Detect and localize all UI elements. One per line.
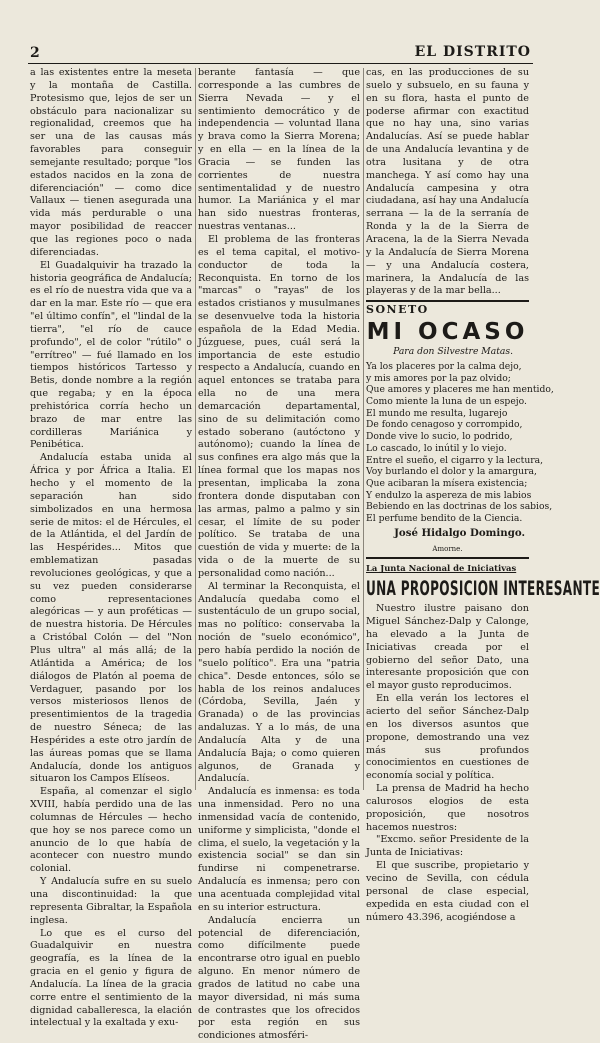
paragraph: La prensa de Madrid ha hecho calurosos elogios de esta proposición, que nosotros hacemos nuestros: [366, 783, 529, 833]
verse-line: Y endulzo la aspereza de mis labios [366, 489, 532, 501]
article-kicker: La Junta Nacional de Iniciativas [366, 563, 517, 574]
column-2 [198, 67, 360, 1042]
sonnet-place: Amorne. [432, 544, 463, 553]
paragraph: El Guadalquivir ha trazado la historia geográfica de Andalucía; es el río de nuestra vida que va a dar en la mar. Este río — que era "el último confín", el "lindal de la tierra", "el río de cauce profundo", el de color "rútilo" o "errítreo" — fué llamado en los tiempos históricos Tartesso y Betis, donde nombre a la región que regaba; y en la época prehistórica corría hecho un brazo de mar entre las cordilleras Mariánica y Penibética. [30, 259, 192, 451]
verse-line: Entre el sueño, el cigarro y la lectura, [366, 454, 544, 466]
verse-line: De fondo cenagoso y corrompido, [366, 419, 523, 431]
verse-line: Donde vive lo sucio, lo podrido, [366, 431, 513, 443]
paragraph: Andalucía encierra un potencial de diferenciación, como difícilmente puede encontrarse otro igual en pueblo alguno. En menor número de grados de latitud no cabe una mayor diversidad, ni más suma de contrastes que los ofrecidos por esta región en sus condiciones atmosféri- [198, 914, 360, 1042]
verse-line: Lo cascado, lo inútil y lo viejo. [366, 442, 507, 454]
verse-line: Ya los placeres por la calma dejo, [366, 360, 522, 372]
sonnet-title: MI OCASO [366, 319, 529, 346]
section-rule [366, 300, 529, 302]
header-rule [28, 63, 533, 64]
column-3 [366, 67, 600, 923]
section-rule [366, 557, 529, 559]
verse-line: Voy burlando el dolor y la amargura, [366, 466, 537, 478]
sonnet-kicker: SONETO [366, 303, 429, 317]
sonnet-dedication: Para don Silvestre Matas. [393, 346, 513, 358]
newspaper-title: EL DISTRITO [414, 44, 531, 60]
verse-line: El mundo me resulta, lugarejo [366, 407, 508, 419]
paragraph: Nuestro ilustre paisano don Miguel Sánchez-Dalp y Calonge, ha elevado a la Junta de Iniciativas creada por el gobierno del señor Dato, una interesante proposición que con el mayor gusto reproducimos. [366, 603, 529, 692]
paragraph: España, al comenzar el siglo XVIII, había perdido una de las columnas de Hércules — hecho que hoy se nos parece como un anuncio de lo que había de acontecer con nuestro mundo colonial. [30, 786, 192, 875]
column-divider [195, 68, 196, 790]
verse-line: Que amores y placeres me han mentido, [366, 384, 554, 396]
paragraph: berante fantasía — que corresponde a las cumbres de Sierra Nevada — y el sentimiento democrático y de independencia — voluntad llana y brava como la Sierra Morena; y en ella — en la línea de la Gracia — se funden las corrientes de nuestra sentimentalidad y de nuestro humor. La Mariánica y el mar han sido nuestras fronteras, nuestras ventanas... [198, 67, 360, 233]
verse-line: Como miente la luna de un espejo. [366, 395, 527, 407]
sonnet-author: José Hidalgo Domingo. [394, 526, 525, 539]
paragraph: "Excmo. señor Presidente de la Junta de Iniciativas: [366, 834, 529, 859]
verse-line: El perfume bendito de la Ciencia. [366, 513, 523, 525]
column-divider [363, 68, 364, 790]
paragraph: En ella verán los lectores el acierto del señor Sánchez-Dalp en los diversos asuntos que propone, demostrando una vez más sus profundos conocimientos en cuestiones de economía social y política. [366, 693, 529, 782]
column-1 [30, 67, 192, 1029]
paragraph: a las existentes entre la meseta y la montaña de Castilla. Protesismo que, lejos de ser un obstáculo para nacionalizar su regionalidad, creemos que ha ser una de las causas más favorables para conseguir semejante resultado; porque "los estados nacidos en la zona de diferenciación" — como dice Vallaux — tienen asegurada una vida más perdurable o una mayor posibilidad de reaccer que las regiones poco o nada diferenciadas. [30, 67, 192, 258]
paragraph: Y Andalucía sufre en su suelo una discontinuidad: la que representa Gibraltar, la Española inglesa. [30, 876, 192, 926]
paragraph: cas, en las producciones de su suelo y subsuelo, en su fauna y en su flora, hasta el punto de poderse afirmar con exactitud que no hay una, sino varias Andalucías. Así se puede hablar de una Andalucía levantina y de otra lusitana y de otra manchega. Y así como hay una Andalucía campesina y otra ciudadana, así hay una Andalucía serrana — la de la serranía de Ronda y la de la Sierra de Aracena, la de la Sierra Nevada y la Andalucía de Sierra Morena — y una Andalucía costera, marinera, la Andalucía de las playeras y de la mar bella... [366, 67, 529, 297]
article-headline: UNA PROPOSICION INTERESANTE [366, 577, 600, 601]
verse-line: Que acibaran la mísera existencia; [366, 477, 528, 489]
paragraph: Andalucía es inmensa: es toda una inmensidad. Pero no una inmensidad vacía de contenido, uniforme y simplicista, "donde el clima, el suelo, la vegetación y la existencia social" se dan sin fundirse ni compenetrarse. Andalucía es inmensa; pero con una acentuada complejidad vital en su interior estructura. [198, 786, 360, 913]
paragraph: Andalucía estaba unida al África y por África a Italia. El hecho y el momento de la separación han sido simbolizados en una hermosa serie de mitos: el de Hércules, el de la Atlántida, el del Jardín de las Hespérides... Mitos que emblematizan pasadas revoluciones geológicas, y que a su vez pueden considerarse como representaciones alegóricas — y aun proféticas — de nuestra historia. De Hércules a Cristóbal Colón — del "Non Plus ultra" al más allá; de la Atlántida a América; de los diálogos de Platón al poema de Verdaguer, pasando por los versos misteriosos llenos de presentimientos de la tragedia de nuestro Séneca; de las Hespérides a este otro jardín de las áureas pomas que se llama Andalucía, donde los antiguos situaron los Campos Elíseos. [30, 452, 192, 785]
paragraph: Al terminar la Reconquista, el Andalucía quedaba como el sustentáculo de un grupo social, mas no político: conservaba la noción de "suelo económico", pero había perdido la noción de "suelo político". Era una "patria chica". Desde entonces, sólo se habla de los reinos andaluces (Córdoba, Sevilla, Jaén y Granada) o de las provincias andaluzas. Y a lo más, de una Andalucía Alta y de una Andalucía Baja; o como quieren algunos, de Granada y Andalucía. [198, 580, 360, 785]
verse-line: y mis amores por la paz olvido; [366, 372, 511, 384]
paragraph: El que suscribe, propietario y vecino de Sevilla, con cédula personal de clase especial, expedida en esta ciudad con el número 43.396, acogiéndose a [366, 860, 529, 923]
page-number: 2 [30, 45, 40, 61]
verse-line: Bebiendo en las doctrinas de los sabios, [366, 501, 553, 513]
paragraph: El problema de las fronteras es el tema capital, el motivo-conductor de toda la Reconquista. En torno de los "marcas" o "rayas" de los estados cristianos y musulmanes se desenvuelve toda la historia española de la Edad Media. Júzguese, pues, cuál será la importancia de este estudio respecto a Andalucía, cuando en aquel entonces se trataba para ella no de una mera demarcación departamental, sino de su delimitación como estado soberano (autóctono y autónomo); cuando la línea de sus confines era algo más que la línea formal que los mapas nos presentan, implicaba la zona frontera donde disputaban con las armas, palmo a palmo y sin cesar, el límite de su poder político. Se trataba de una cuestión de vida y muerte: de la vida o de la muerte de su personalidad como nación... [198, 233, 360, 579]
paragraph: Lo que es el curso del Guadalquivir en nuestra geografía, es la línea de la gracia en el genio y figura de Andalucía. La línea de la gracia corre entre el sentimiento de la dignidad caballeresca, la elación intelectual y la exaltada y exu- [30, 927, 192, 1029]
